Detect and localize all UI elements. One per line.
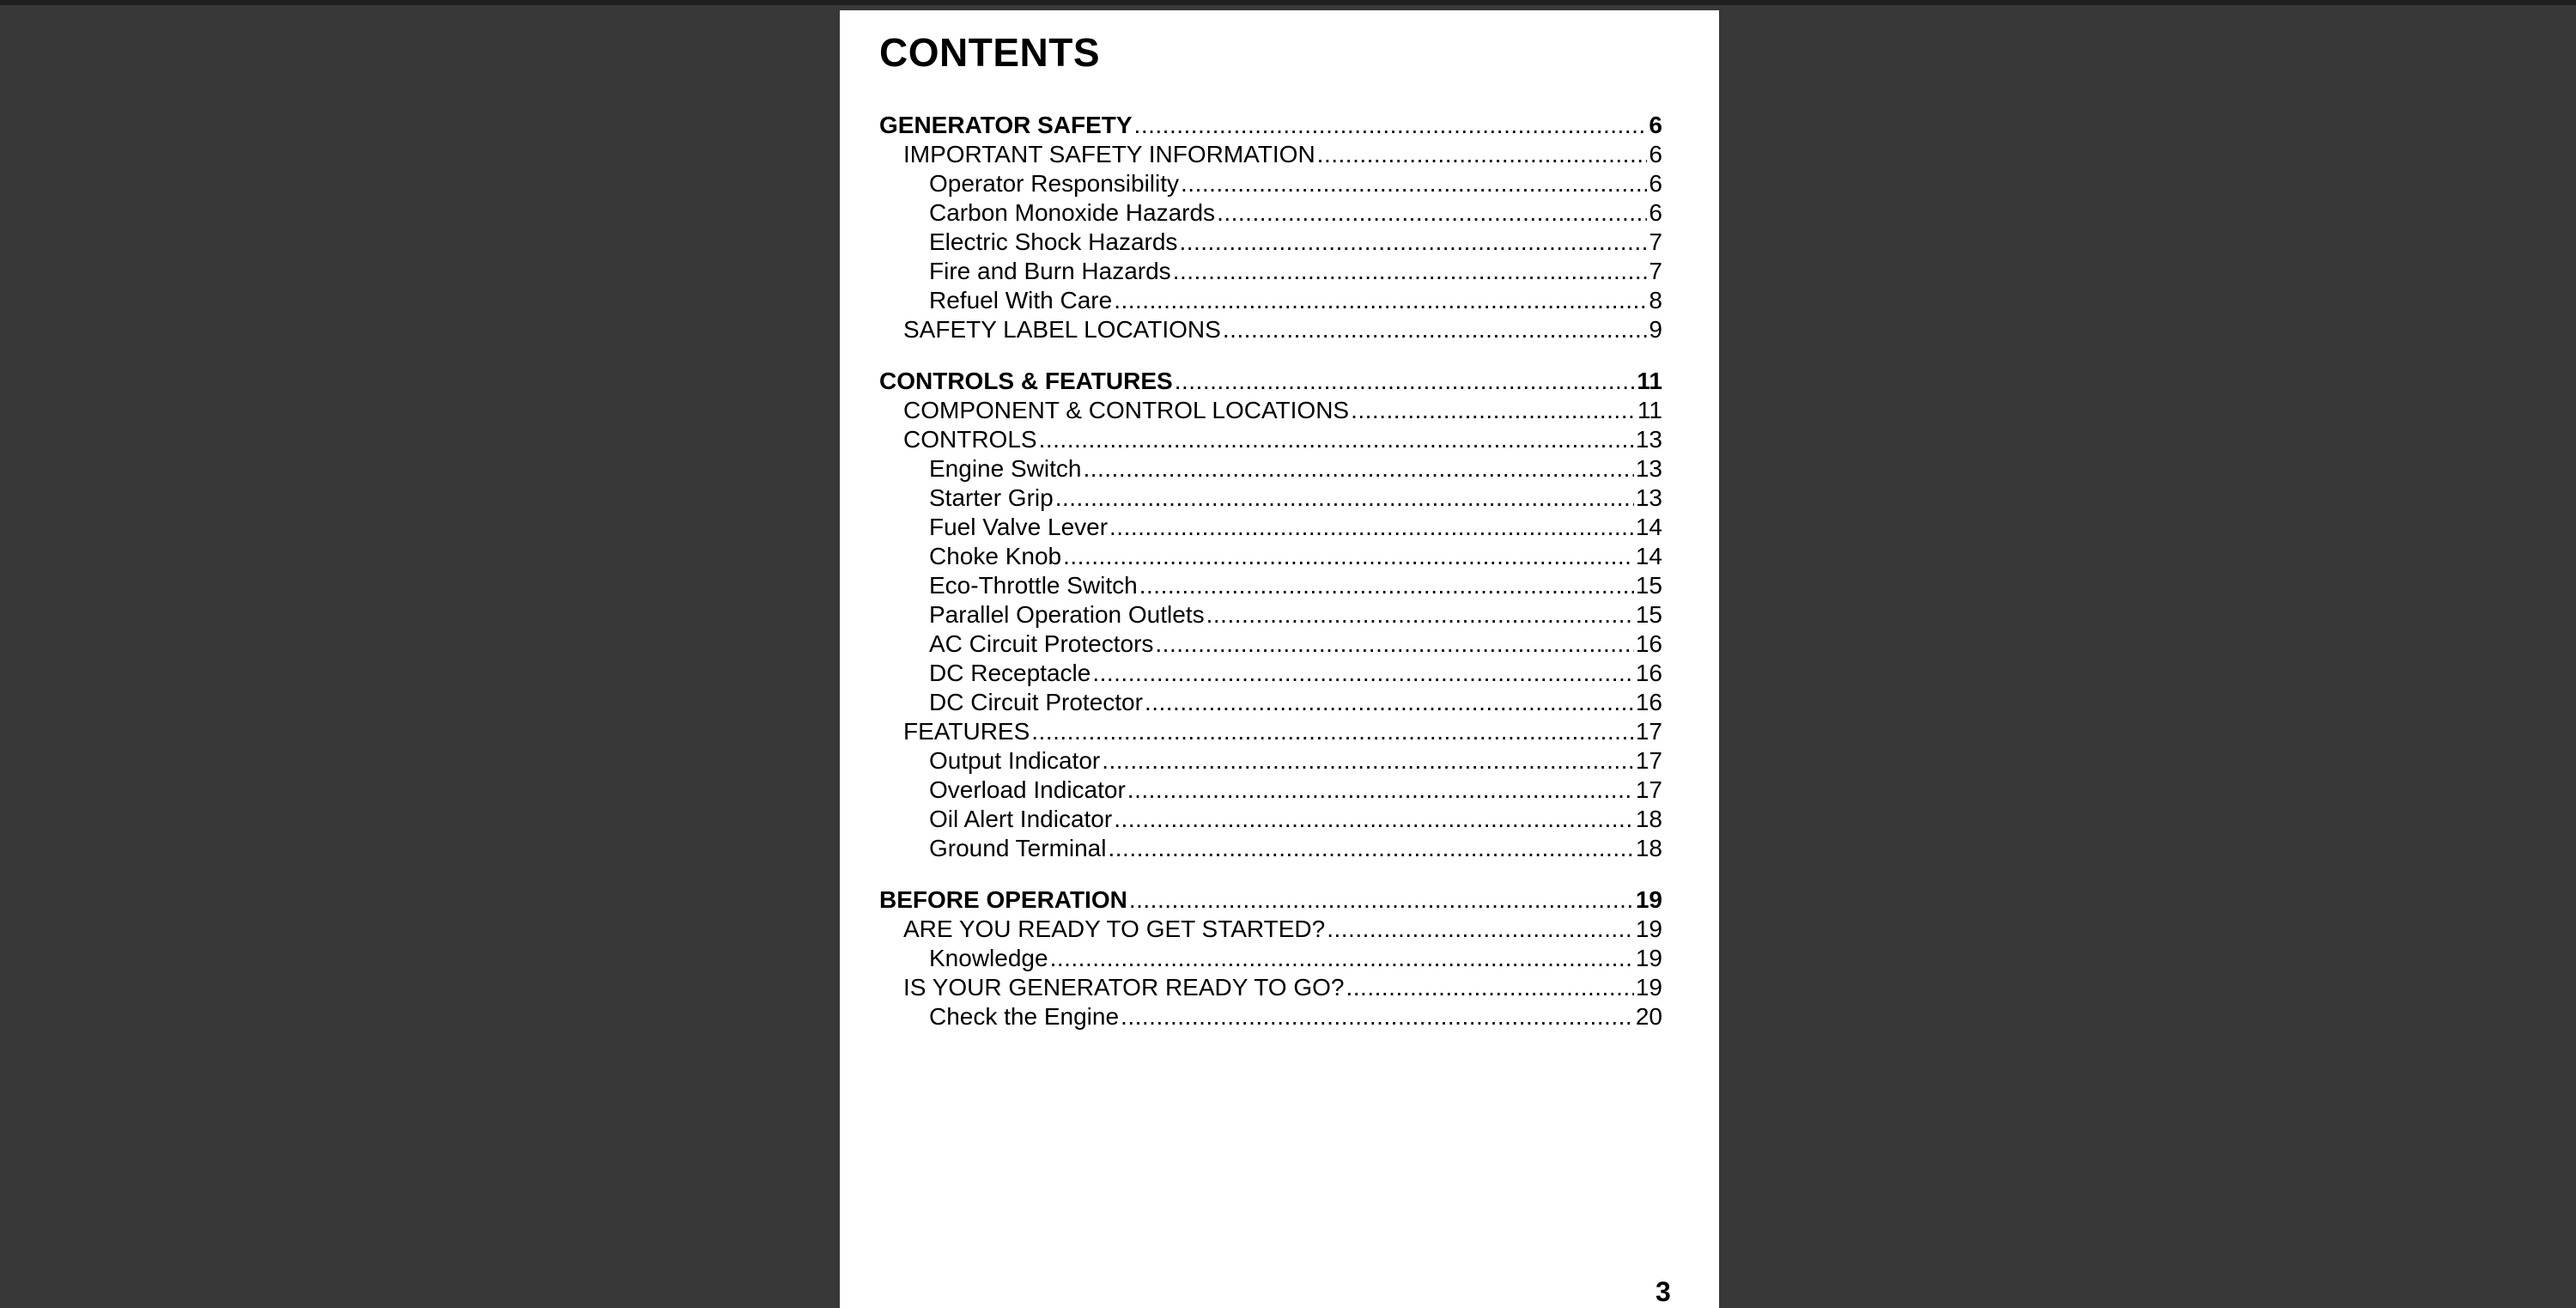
toc-dot-leader [1129,888,1634,912]
toc-entry-label: Engine Switch [929,455,1082,482]
toc-dot-leader [1114,289,1647,313]
toc-entry-label: COMPONENT & CONTROL LOCATIONS [903,397,1350,423]
toc-entry-page: 6 [1649,170,1662,197]
toc-entry-label: GENERATOR SAFETY [879,112,1133,138]
toc-entry[interactable] [879,539,1662,569]
toc-dot-leader [1327,917,1634,941]
toc-entry-page: 19 [1635,974,1662,1001]
toc-entry-label: IMPORTANT SAFETY INFORMATION [903,141,1315,167]
page-title: CONTENTS [879,30,1100,75]
toc-entry-page: 15 [1635,572,1662,599]
toc-entry-label: Fuel Valve Lever [929,514,1109,540]
toc-entry[interactable] [879,831,1662,861]
toc-entry-label: Starter Grip [929,484,1054,511]
toc-entry[interactable] [879,685,1662,715]
toc-dot-leader [1031,720,1634,744]
toc-dot-leader [1108,837,1633,861]
toc-dot-leader [1317,143,1648,167]
toc-entry-label: Choke Knob [929,543,1062,569]
toc-entry-page: 9 [1649,316,1662,343]
toc-entry[interactable] [879,225,1662,254]
toc-entry-label: Ground Terminal [929,835,1107,861]
toc-entry-label: SAFETY LABEL LOCATIONS [903,316,1221,343]
toc-entry-page: 16 [1635,689,1662,715]
toc-entry[interactable] [879,883,1662,912]
toc-entry-label: DC Receptacle [929,660,1091,686]
toc-entry-page: 11 [1637,397,1662,423]
toc-dot-leader [1102,749,1634,773]
toc-entry-page: 20 [1635,1003,1662,1030]
toc-entry-page: 19 [1635,945,1662,971]
toc-entry-label: Eco-Throttle Switch [929,572,1138,599]
toc-entry-page: 19 [1635,886,1662,913]
toc-entry-page: 17 [1635,747,1662,774]
toc-dot-leader [1145,691,1634,715]
toc-entry-page: 14 [1635,543,1662,569]
toc-entry-label: AC Circuit Protectors [929,630,1154,657]
toc-entry-label: ARE YOU READY TO GET STARTED? [903,916,1326,942]
toc-entry[interactable] [879,970,1662,1000]
toc-dot-leader [1114,807,1634,831]
toc-dot-leader [1181,172,1647,196]
toc-entry-page: 18 [1635,835,1662,861]
toc-entry-page: 6 [1649,141,1662,167]
toc-dot-leader [1050,946,1634,970]
toc-entry[interactable] [879,744,1662,773]
toc-entry[interactable] [879,802,1662,831]
toc-entry[interactable] [879,627,1662,656]
toc-dot-leader [1223,318,1648,342]
toc-entry-page: 6 [1649,199,1662,226]
toc-entry-label: Parallel Operation Outlets [929,601,1205,628]
toc-entry-page: 13 [1635,484,1662,511]
toc-dot-leader [1083,457,1633,481]
toc-entry[interactable] [879,1000,1662,1029]
toc-dot-leader [1055,486,1634,510]
toc-entry-label: CONTROLS & FEATURES [879,368,1173,394]
toc-entry[interactable] [879,912,1662,941]
toc-entry[interactable] [879,108,1662,137]
toc-dot-leader [1175,369,1636,393]
toc-entry[interactable] [879,569,1662,598]
toc-entry-label: Carbon Monoxide Hazards [929,199,1216,226]
toc-entry-label: CONTROLS [903,426,1037,453]
toc-dot-leader [1039,428,1634,452]
toc-entry-label: Overload Indicator [929,776,1126,803]
toc-dot-leader [1139,574,1634,598]
toc-dot-leader [1217,201,1647,225]
toc-dot-leader [1206,603,1634,627]
toc-entry-page: 6 [1649,112,1662,138]
toc-entry[interactable] [879,196,1662,225]
toc-entry-label: Output Indicator [929,747,1101,774]
toc-dot-leader [1109,515,1634,539]
toc-entry-page: 17 [1635,718,1662,745]
toc-entry-label: IS YOUR GENERATOR READY TO GO? [903,974,1345,1001]
toc-entry-page: 16 [1635,630,1662,657]
toc-entry[interactable] [879,656,1662,685]
toc-entry-label: Knowledge [929,945,1048,971]
toc-entry[interactable] [879,481,1662,510]
toc-entry[interactable] [879,167,1662,196]
toc-entry[interactable] [879,715,1662,744]
toc-entry-page: 13 [1635,426,1662,453]
toc-entry[interactable] [879,598,1662,627]
toc-dot-leader [1063,544,1634,569]
toc-entry-label: Operator Responsibility [929,170,1180,197]
toc-entry-label: Oil Alert Indicator [929,806,1113,832]
toc-entry-label: Check the Engine [929,1003,1120,1030]
toc-entry-page: 16 [1635,660,1662,686]
toc-entry-page: 14 [1635,514,1662,540]
toc-entry-page: 11 [1637,368,1662,394]
toc-entry-page: 17 [1635,776,1662,803]
toc-dot-leader [1121,1005,1634,1029]
toc-entry[interactable] [879,364,1662,393]
toc-entry-page: 13 [1635,455,1662,482]
toc-dot-leader [1134,113,1648,137]
toc-entry[interactable] [879,773,1662,802]
toc-entry[interactable] [879,254,1662,283]
toc-entry-label: BEFORE OPERATION [879,886,1127,913]
toc-entry-page: 19 [1635,916,1662,942]
toc-entry-label: Fire and Burn Hazards [929,258,1171,284]
toc-dot-leader [1092,661,1634,685]
toc-entry[interactable] [879,941,1662,970]
toc-dot-leader [1351,398,1636,423]
toc-entry-page: 15 [1635,601,1662,628]
toc-entry[interactable] [879,283,1662,313]
toc-entry[interactable] [879,393,1662,423]
toc-entry[interactable] [879,313,1662,342]
toc-entry[interactable] [879,510,1662,539]
document-page [840,10,1719,1308]
toc-dot-leader [1346,976,1633,1000]
toc-dot-leader [1127,778,1634,802]
toc-entry-label: Refuel With Care [929,287,1113,313]
toc-entry-label: Electric Shock Hazards [929,228,1178,255]
toc-entry-page: 7 [1649,258,1662,284]
toc-entry[interactable] [879,452,1662,481]
toc-dot-leader [1179,230,1647,254]
toc-entry-page: 18 [1635,806,1662,832]
viewer-top-bar [0,0,2576,5]
toc-dot-leader [1155,632,1633,656]
toc-entry-label: FEATURES [903,718,1030,745]
toc-entry[interactable] [879,423,1662,452]
toc-entry-page: 7 [1649,228,1662,255]
toc-entry-page: 8 [1649,287,1662,313]
toc-entry[interactable] [879,137,1662,167]
toc-dot-leader [1173,259,1648,283]
page-number: 3 [1656,1276,1671,1307]
toc-entry-label: DC Circuit Protector [929,689,1143,715]
